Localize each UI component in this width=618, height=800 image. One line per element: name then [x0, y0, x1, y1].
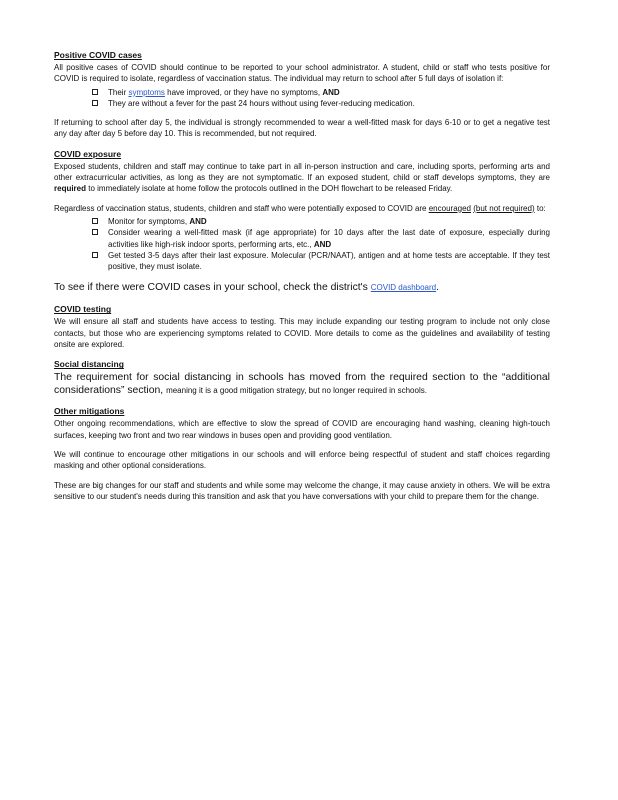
testing-paragraph: We will ensure all staff and students have access to testing. This may include expanding our testing program to include not only close contacts, but those who are experiencing symptoms related to COVID. More details to come as the guidelines and availability of testing onsite are explored.: [54, 317, 550, 350]
mitigations-paragraph: Other ongoing recommendations, which are effective to slow the spread of COVID are encouraging hand washing, cleaning high-touch surfaces, keeping two front and two rear windows in buses open and providing good ventilation.: [54, 419, 550, 440]
positive-cases-section: [54, 50, 550, 140]
positive-cases-heading: Positive COVID cases: [54, 50, 142, 60]
covid-dashboard-link[interactable]: COVID dashboard: [370, 283, 437, 293]
isolation-criteria-list: [54, 87, 550, 110]
respect-choices-paragraph: We will continue to encourage other mitigations in our schools and will enforce being respectful of student and staff choices regarding masking and other optional considerations.: [54, 449, 550, 471]
social-distancing-heading: Social distancing: [54, 359, 124, 370]
other-mitigations-heading: Other mitigations: [54, 406, 125, 417]
exposure-encouraged-paragraph: Regardless of vaccination status, students, children and staff who were potentially exposed to COVID are encouraged (but not required) to:: [54, 203, 546, 213]
return-guidance-paragraph: If returning to school after day 5, the individual is strongly recommended to wear a well-fitted mask for days 6-10 or to get a negative test any day after day 5 before day 10. This is recommended, but not required.: [54, 118, 550, 139]
list-item: They are without a fever for the past 24 hours without using fever-reducing medication.: [92, 98, 550, 109]
other-mitigations-section: [54, 406, 550, 502]
dashboard-callout: To see if there were COVID cases in your school, check the district's COVID dashboard.: [54, 282, 439, 294]
list-item: Consider wearing a well-fitted mask (if age appropriate) for 10 days after the last date of exposure, especially during activities like high-risk indoor sports, performing arts, etc., AND: [92, 227, 550, 250]
list-item: Their symptoms have improved, or they have no symptoms, AND: [92, 87, 550, 98]
exposure-section: [54, 149, 550, 273]
list-item: Get tested 3-5 days after their last exposure. Molecular (PCR/NAAT), antigen and at home tests are acceptable. If they test positive, they must isolate.: [92, 250, 550, 273]
exposure-actions-list: [54, 216, 550, 272]
social-distancing-paragraph: The requirement for social distancing in schools has moved from the required section to the “additional considerations” section, meaning it is a good mitigation strategy, but no longer required in schools.: [54, 372, 550, 397]
exposure-paragraph: Exposed students, children and staff may continue to take part in all in-person instruction and care, including sports, performing arts and other extracurricular activities, as long as they are not symptomatic. If an exposed student, child or staff develops symptoms, they are required to immediately isolate at home follow the protocols outlined in the DOH flowchart to be released Friday.: [54, 161, 550, 194]
list-item: Monitor for symptoms, AND: [92, 216, 550, 227]
exposure-heading: COVID exposure: [54, 148, 122, 159]
document-page: [54, 50, 550, 511]
testing-heading: COVID testing: [54, 304, 112, 315]
transition-paragraph: These are big changes for our staff and students and while some may welcome the change, it may cause anxiety in others. We will be extra sensitive to our student's needs during this transition and ask that you have conversations with your child to prepare them for the change.: [54, 480, 550, 501]
testing-section: [54, 304, 550, 350]
social-distancing-section: [54, 359, 550, 397]
symptoms-link[interactable]: symptoms: [128, 87, 165, 97]
positive-cases-paragraph: All positive cases of COVID should continue to be reported to your school administrator. A student, child or staff who tests positive for COVID is required to isolate, regardless of vaccination status. The individual may return to school after 5 full days of isolation if:: [54, 63, 550, 84]
